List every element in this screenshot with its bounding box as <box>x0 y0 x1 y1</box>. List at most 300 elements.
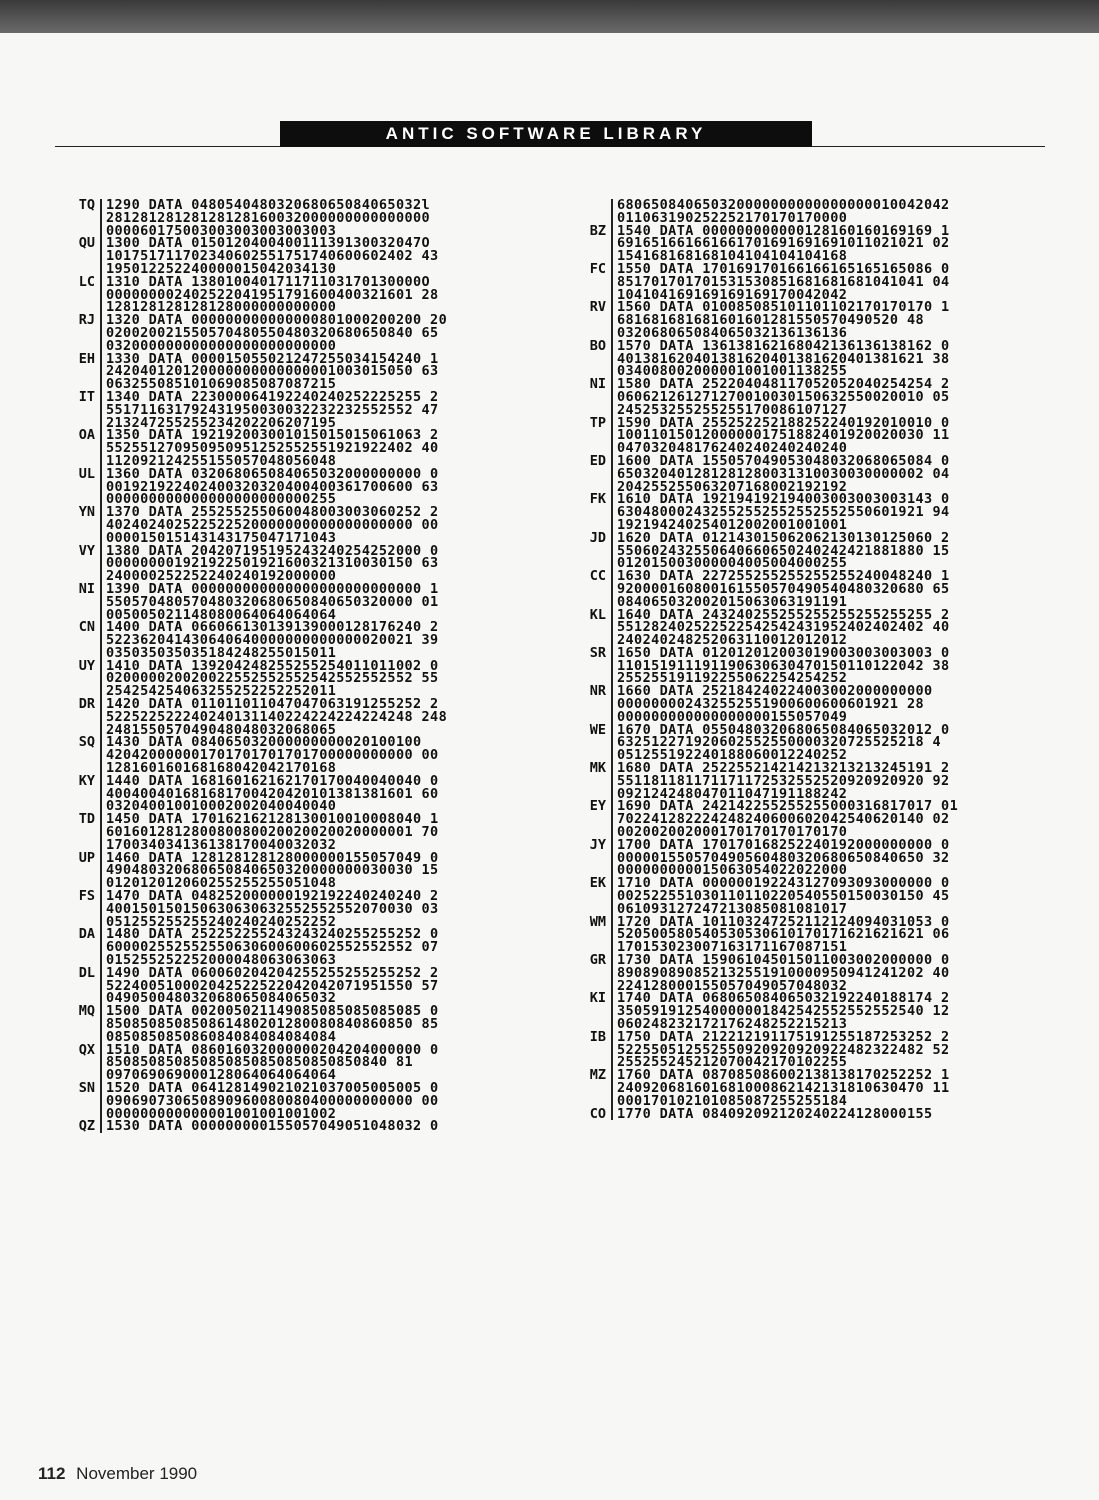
data-lines <box>611 199 950 225</box>
checksum-code: CN <box>78 619 95 636</box>
data-line: 1600 DATA 155057049053048032068065084 0 <box>617 452 950 469</box>
code-entry <box>55 273 447 316</box>
data-lines <box>100 813 439 851</box>
data-line: 551282402522522542542431952402402402 40 <box>617 619 950 636</box>
data-lines <box>100 580 439 623</box>
checksum-code: RV <box>589 299 606 316</box>
data-lines <box>100 890 439 928</box>
data-line: 1620 DATA 012143015062062130130125060 2 <box>617 529 950 546</box>
data-lines <box>100 964 439 1007</box>
code-entry <box>566 836 958 879</box>
checksum-code: DA <box>78 926 95 943</box>
data-line: 522550512552550920920920922482322482 52 <box>617 1041 950 1058</box>
data-lines <box>100 199 430 237</box>
data-line: 551711631792431950030032232232552552 47 <box>106 401 439 418</box>
data-line: 011063190252252170170170000 <box>617 209 848 226</box>
data-line: 000170102101085087255255184 <box>617 1092 848 1109</box>
data-line: 240920681601681000862142131810630470 11 <box>617 1079 950 1096</box>
data-line: 1550 DATA 170169170166166165165165086 0 <box>617 260 950 277</box>
data-lines <box>611 1105 933 1122</box>
data-line: 000000000000001001001001002 <box>106 1105 337 1122</box>
code-entry <box>566 877 958 915</box>
data-line: 154168168168104104104104168 <box>617 248 848 265</box>
data-lines <box>100 237 439 275</box>
checksum-code: NI <box>78 580 95 597</box>
code-entry <box>566 954 958 992</box>
data-lines <box>611 762 950 800</box>
data-lines <box>611 685 933 723</box>
code-entry <box>55 542 447 585</box>
checksum-code: KL <box>589 606 606 623</box>
data-line: 1680 DATA 252255214214213213213245191 2 <box>617 760 950 777</box>
data-line: 092124248047011047191188242 <box>617 785 848 802</box>
top-scan-bar <box>0 0 1099 33</box>
data-line: 1450 DATA 170162162128130010010008040 1 <box>106 811 439 828</box>
data-line: 110151911191190630630470150110122042 38 <box>617 657 950 674</box>
data-line: 1330 DATA 000015055021247255034154240 1 <box>106 350 439 367</box>
checksum-code: MK <box>589 760 606 777</box>
data-lines <box>611 222 950 265</box>
code-entry <box>55 237 447 275</box>
checksum-code: VY <box>78 542 95 559</box>
data-lines <box>100 657 439 700</box>
data-lines <box>611 493 950 531</box>
data-line: 1460 DATA 128128128128000000155057049 0 <box>106 849 439 866</box>
code-entry <box>55 465 447 508</box>
page-footer <box>38 1464 197 1484</box>
checksum-code: BZ <box>589 222 606 239</box>
code-entry <box>55 388 447 431</box>
data-line: 240240248252063110012012012 <box>617 632 848 649</box>
data-line: 1560 DATA 010085085101101102170170170 1 <box>617 299 950 316</box>
issue-date: November 1990 <box>76 1464 198 1483</box>
checksum-code: MZ <box>589 1067 606 1084</box>
checksum-code: IB <box>589 1028 606 1045</box>
data-line: 1510 DATA 086016032000000204204000000 0 <box>106 1041 439 1058</box>
data-line: 002522551030110110220540550150030150 45 <box>617 888 950 905</box>
data-line: 1720 DATA 101103247252112124094031053 0 <box>617 913 950 930</box>
data-line: 1430 DATA 084065032000000000020100100 <box>106 734 422 751</box>
code-entry <box>566 222 958 265</box>
code-entry <box>566 260 958 303</box>
data-line: 550602432550640660650240242421881880 15 <box>617 542 950 559</box>
data-line: 001921922402400320320400400361700600 63 <box>106 478 439 495</box>
data-line: 851701701701531530851681681681041041 04 <box>617 273 950 290</box>
data-lines <box>100 926 439 969</box>
code-entry <box>566 721 958 764</box>
code-entry <box>55 849 447 892</box>
data-line: 1410 DATA 139204248255255254011011002 0 <box>106 657 439 674</box>
data-lines <box>611 913 950 956</box>
data-line: 047032048176240240240240240 <box>617 440 848 457</box>
data-line: 630480002432552552552552552550601921 94 <box>617 504 950 521</box>
code-entry <box>55 734 447 777</box>
data-line: 195012252240000015042034130 <box>106 260 337 277</box>
data-line: 520500580540530530610170171621621621 06 <box>617 926 950 943</box>
data-line: 128160160168168042042170168 <box>106 760 337 777</box>
data-line: 650320401281281280031310030030000002 04 <box>617 465 950 482</box>
data-line: 1310 DATA 138010040171171103170130000O <box>106 273 431 290</box>
data-line: 000000002432552551900600600601921 28 <box>617 696 924 713</box>
data-line: 1470 DATA 048252000000192192240240240 2 <box>106 888 439 905</box>
data-line: 1300 DATA 015012040040011139130032047O <box>106 235 431 252</box>
data-line: 400400401681681700420420101381381601 60 <box>106 785 439 802</box>
data-line: 1370 DATA 255255255060048003003060252 2 <box>106 504 439 521</box>
data-line: 1640 DATA 243240255255255255255255255 2 <box>617 606 950 623</box>
checksum-code: QZ <box>78 1118 95 1135</box>
data-line: 170034034136138170040032032 <box>106 836 337 853</box>
checksum-code: DR <box>78 696 95 713</box>
code-entry <box>55 1041 447 1084</box>
code-entry <box>566 301 958 339</box>
code-entry <box>55 580 447 623</box>
code-entry <box>55 772 447 815</box>
data-line: 097069069000128064064064064 <box>106 1067 337 1084</box>
data-lines <box>100 1005 439 1043</box>
code-entry <box>566 644 958 687</box>
checksum-code: EK <box>589 875 606 892</box>
data-line: 061093127247213085081081017 <box>617 900 848 917</box>
data-line: 1490 DATA 060060204204255255255255252 2 <box>106 964 439 981</box>
code-entry <box>566 452 958 495</box>
data-line: 051255192240188060012240252 <box>617 747 848 764</box>
code-entry <box>55 813 447 851</box>
data-line: 1540 DATA 000000000000128160160169169 1 <box>617 222 950 239</box>
data-line: 400150150150630630632552552552070030 03 <box>106 900 439 917</box>
code-entry <box>55 657 447 700</box>
code-entry <box>566 529 958 572</box>
data-lines <box>100 772 439 815</box>
data-line: 085085085086084084084084084 <box>106 1028 337 1045</box>
checksum-code: UY <box>78 657 95 674</box>
data-line: 1320 DATA 000000000000000801000200200 20 <box>106 312 448 329</box>
data-line: 1420 DATA 011011011047047063191255252 2 <box>106 696 439 713</box>
checksum-code: FS <box>78 888 95 905</box>
checksum-code: OA <box>78 427 95 444</box>
data-line: 104104169169169169170042042 <box>617 286 848 303</box>
data-lines <box>611 570 950 608</box>
code-entry <box>566 685 958 723</box>
checksum-code: CO <box>589 1105 606 1122</box>
data-line: 1530 DATA 000000000155057049051048032 0 <box>106 1118 439 1135</box>
data-line: 101751711702340602551751740600602402 43 <box>106 248 439 265</box>
data-lines <box>611 606 950 649</box>
data-line: 112092124255155057048056048 <box>106 452 337 469</box>
code-entry <box>566 798 959 841</box>
data-lines <box>611 529 950 572</box>
data-lines <box>611 644 950 687</box>
data-line: 1660 DATA 252184240224003002000000000 <box>617 683 933 700</box>
data-line: 002002002000170170170170170 <box>617 824 848 841</box>
data-lines <box>100 465 439 508</box>
checksum-code: TP <box>589 414 606 431</box>
data-lines <box>100 314 447 352</box>
data-lines <box>611 954 950 992</box>
data-line: 000000000015063054022022000 <box>617 862 848 879</box>
data-line: 1580 DATA 252204048117052052040254254 2 <box>617 376 950 393</box>
data-lines <box>100 1079 439 1122</box>
checksum-code: NI <box>589 376 606 393</box>
checksum-code: NR <box>589 683 606 700</box>
checksum-code: DL <box>78 964 95 981</box>
data-line: 551181181171171172532552520920920920 92 <box>617 772 950 789</box>
data-line: 28128128128128128160032000000000000000 <box>106 209 431 226</box>
page-number: 112 <box>38 1464 66 1483</box>
checksum-code: BO <box>589 337 606 354</box>
data-line: 1630 DATA 227255255255255255240048240 1 <box>617 568 950 585</box>
data-line: 550570480570480320680650840650320000 01 <box>106 593 439 610</box>
code-entry <box>55 350 447 393</box>
data-line: 000015015143143175047171043 <box>106 529 337 546</box>
right-code-column <box>566 199 958 1120</box>
data-line: 128128128128128000000000000 <box>106 299 337 316</box>
data-line: 1610 DATA 192194192194003003003003143 0 <box>617 491 950 508</box>
data-line: 1390 DATA 000000000000000000000000000 1 <box>106 580 439 597</box>
checksum-code: KI <box>589 990 606 1007</box>
data-line: 254254254063255252252252011 <box>106 683 337 700</box>
code-entry <box>55 1079 447 1122</box>
data-lines <box>100 1120 439 1133</box>
code-entry <box>566 570 958 608</box>
code-entry <box>55 1120 447 1133</box>
data-line: 850850850850850850850850850850840 81 <box>106 1054 413 1071</box>
checksum-code: TQ <box>78 197 95 213</box>
data-lines <box>611 836 950 879</box>
code-entry <box>566 378 958 416</box>
data-line: 1700 DATA 170170168252240192000000000 0 <box>617 836 950 853</box>
checksum-code: WM <box>589 913 606 930</box>
data-line: 032068065084065032136136136 <box>617 324 848 341</box>
data-lines <box>100 621 439 659</box>
code-entry <box>566 1105 958 1122</box>
checksum-code: QU <box>78 235 95 252</box>
code-entry <box>55 199 447 237</box>
code-entry <box>566 913 958 956</box>
checksum-code: TD <box>78 811 95 828</box>
data-line: 255255245212070042170102255 <box>617 1054 848 1071</box>
data-line: 680650840650320000000000000000010042042 <box>617 197 950 213</box>
data-lines <box>611 301 950 339</box>
data-line: 350591912540000001842542552552552540 12 <box>617 1003 950 1020</box>
data-line: 084065032002015063063191191 <box>617 593 848 610</box>
code-entry <box>566 1028 958 1071</box>
data-line: 691651661661661701691691691011021021 02 <box>617 235 950 252</box>
data-line: 600002552552550630600600602552552552 07 <box>106 939 439 956</box>
code-entry <box>566 992 958 1030</box>
checksum-code: YN <box>78 504 95 521</box>
data-line: 1590 DATA 255252252188252240192010010 0 <box>617 414 950 431</box>
data-line: 1770 DATA 084092092120240224128000155 <box>617 1105 933 1122</box>
code-entry <box>55 964 447 1007</box>
checksum-code: FC <box>589 260 606 277</box>
data-line: 1520 DATA 064128149021021037005005005 0 <box>106 1079 439 1096</box>
checksum-code: IT <box>78 388 95 405</box>
code-entry <box>55 890 447 928</box>
code-entry <box>566 1069 958 1107</box>
checksum-code: JY <box>589 836 606 853</box>
data-line: 1480 DATA 252252255243243240255255252 0 <box>106 926 439 943</box>
checksum-code: EH <box>78 350 95 367</box>
data-lines <box>100 849 439 892</box>
data-line: 000001550570490560480320680650840650 32 <box>617 849 950 866</box>
checksum-code: SR <box>589 644 606 661</box>
data-line: 032000000000000000000000000 <box>106 337 337 354</box>
data-line: 204255255063207168002192192 <box>617 478 848 495</box>
data-line: 522522522240240131140224224224224248 248 <box>106 708 448 725</box>
checksum-code: UL <box>78 465 95 482</box>
data-lines <box>611 260 950 303</box>
data-lines <box>100 734 439 777</box>
data-lines <box>611 1028 950 1071</box>
data-line: 522362041430640640000000000000020021 39 <box>106 632 439 649</box>
data-lines <box>611 721 950 764</box>
data-line: 490480320680650840650320000000030030 15 <box>106 862 439 879</box>
data-line: 1570 DATA 136138162168042136136138162 0 <box>617 337 950 354</box>
data-line: 1290 DATA 048054048032068065084065032l <box>106 197 431 213</box>
data-line: 1360 DATA 032068065084065032000000000 0 <box>106 465 439 482</box>
code-entry <box>55 621 447 659</box>
data-line: 1760 DATA 087085086002138138170252252 1 <box>617 1067 950 1084</box>
data-lines <box>611 877 950 915</box>
data-lines <box>611 452 950 495</box>
data-line: 242040120120000000000000001003015050 63 <box>106 363 439 380</box>
data-line: 224128000155057049057048032 <box>617 977 848 994</box>
checksum-code: SN <box>78 1079 95 1096</box>
data-line: 090690730650890960080080400000000000 00 <box>106 1092 439 1109</box>
data-line: 192194240254012002001001001 <box>617 516 848 533</box>
code-entry <box>566 493 958 531</box>
data-lines <box>100 429 439 467</box>
data-line: 1710 DATA 000000192243127093093000000 0 <box>617 875 950 892</box>
data-line: 012015003000004005004000255 <box>617 555 848 572</box>
data-lines <box>100 350 439 393</box>
checksum-code: JD <box>589 529 606 546</box>
code-entry <box>566 606 958 649</box>
code-entry <box>55 698 447 736</box>
code-entry <box>566 414 958 457</box>
code-entry <box>55 429 447 467</box>
data-line: 1690 DATA 242142255255255000316817017 01 <box>617 798 959 815</box>
data-line: 1750 DATA 212212191175191255187253252 2 <box>617 1028 950 1045</box>
data-lines <box>611 414 950 457</box>
data-line: 020000020020022552552552542552552552 55 <box>106 670 439 687</box>
checksum-code <box>566 199 611 225</box>
data-lines <box>611 337 950 380</box>
checksum-code: SQ <box>78 734 95 751</box>
data-line: 060248232172176248252215213 <box>617 1016 848 1032</box>
data-line: 000060175003003003003003003 <box>106 222 337 239</box>
code-entry <box>55 506 447 544</box>
data-line: 1500 DATA 002005021149085085085085085 0 <box>106 1003 439 1020</box>
data-line: 1670 DATA 055048032068065084065032012 0 <box>617 721 950 738</box>
data-lines <box>100 506 439 544</box>
data-lines <box>100 698 447 736</box>
code-entry <box>566 199 958 225</box>
data-line: 245253255255255170086107127 <box>617 401 848 418</box>
data-line: 000000000000000000155057049 <box>617 708 848 725</box>
data-line: 552551270950950951252552551921922402 40 <box>106 440 439 457</box>
data-line: 000000000000000000000000255 <box>106 491 337 508</box>
data-line: 402402402522522520000000000000000000 00 <box>106 516 439 533</box>
data-line: 032040010010002002040040040 <box>106 798 337 815</box>
data-line: 060621261271270010030150632550020010 05 <box>617 388 950 405</box>
data-lines <box>100 388 439 431</box>
data-line: 000000001921922501921600321310030150 63 <box>106 555 439 572</box>
data-line: 035035035035184248255015011 <box>106 644 337 661</box>
checksum-code: GR <box>589 952 606 969</box>
checksum-code: ED <box>589 452 606 469</box>
checksum-code: LC <box>78 273 95 290</box>
checksum-code: MQ <box>78 1003 95 1020</box>
data-line: 170153023007163171167087151 <box>617 939 848 956</box>
data-line: 012012012060255255255051048 <box>106 875 337 892</box>
data-line: 601601281280080080020020020020000001 70 <box>106 824 439 841</box>
data-lines <box>611 798 959 841</box>
data-line: 702241282224248240600602042540620140 02 <box>617 811 950 828</box>
checksum-code: EY <box>589 798 606 815</box>
checksum-code: CC <box>589 568 606 585</box>
data-lines <box>611 378 950 416</box>
left-code-column <box>55 199 447 1133</box>
data-line: 401381620401381620401381620401381621 38 <box>617 350 950 367</box>
checksum-code: UP <box>78 849 95 866</box>
data-line: 034008002000001001001138255 <box>617 363 848 380</box>
data-line: 005005021148080064064064064 <box>106 606 337 623</box>
data-line: 1650 DATA 012012012003019003003003003 0 <box>617 644 950 661</box>
data-line: 049050048032068065084065032 <box>106 990 337 1007</box>
data-lines <box>100 542 439 585</box>
data-line: 240000252252240240192000000 <box>106 568 337 585</box>
code-entry <box>566 762 958 800</box>
data-line: 015255252252000048063063063 <box>106 952 337 969</box>
section-banner: ANTIC SOFTWARE LIBRARY <box>280 121 812 147</box>
data-line: 213247255255234202206207195 <box>106 414 337 431</box>
data-line: 920000160800161550570490540480320680 65 <box>617 580 950 597</box>
data-line: 020020021550570480550480320680650840 65 <box>106 324 439 341</box>
data-lines <box>100 1041 439 1084</box>
data-lines <box>100 273 439 316</box>
checksum-code: FK <box>589 491 606 508</box>
data-line: 890890890852132551910000950941241202 40 <box>617 964 950 981</box>
data-line: 1380 DATA 204207195195243240254252000 0 <box>106 542 439 559</box>
checksum-code: WE <box>589 721 606 738</box>
data-line: 1340 DATA 223000064192240240252225255 2 <box>106 388 439 405</box>
data-lines <box>611 992 950 1030</box>
data-line: 1730 DATA 159061045015011003002000000 0 <box>617 952 950 969</box>
data-line: 100110150120000001751882401920020030 11 <box>617 427 950 444</box>
data-line: 522400510002042522522042042071951550 57 <box>106 977 439 994</box>
data-line: 063255085101069085087087215 <box>106 376 337 393</box>
data-line: 632512271920602552550000320725525218 4 <box>617 734 942 751</box>
data-line: 255255191192255062254254252 <box>617 670 848 687</box>
data-line: 850850850850861480201280080840860850 85 <box>106 1016 439 1032</box>
checksum-code: KY <box>78 772 95 789</box>
data-line: 681681681681601601281550570490520 48 <box>617 312 924 329</box>
checksum-code: RJ <box>78 312 95 329</box>
data-line: 248155057049048048032068065 <box>106 721 337 738</box>
checksum-code: QX <box>78 1041 95 1058</box>
data-line: 1350 DATA 192192003001015015015061063 2 <box>106 427 439 444</box>
data-lines <box>611 1069 950 1107</box>
data-line: 1400 DATA 066066130139139000128176240 2 <box>106 619 439 636</box>
code-entry <box>566 337 958 380</box>
data-line: 1440 DATA 168160162162170170040040040 0 <box>106 772 439 789</box>
data-line: 051255255255240240240252252 <box>106 913 337 930</box>
data-line: 000000002402522041951791600400321601 28 <box>106 286 439 303</box>
code-entry <box>55 926 447 969</box>
code-entry <box>55 1005 447 1043</box>
data-line: 420420000001701701701701700000000000 00 <box>106 747 439 764</box>
